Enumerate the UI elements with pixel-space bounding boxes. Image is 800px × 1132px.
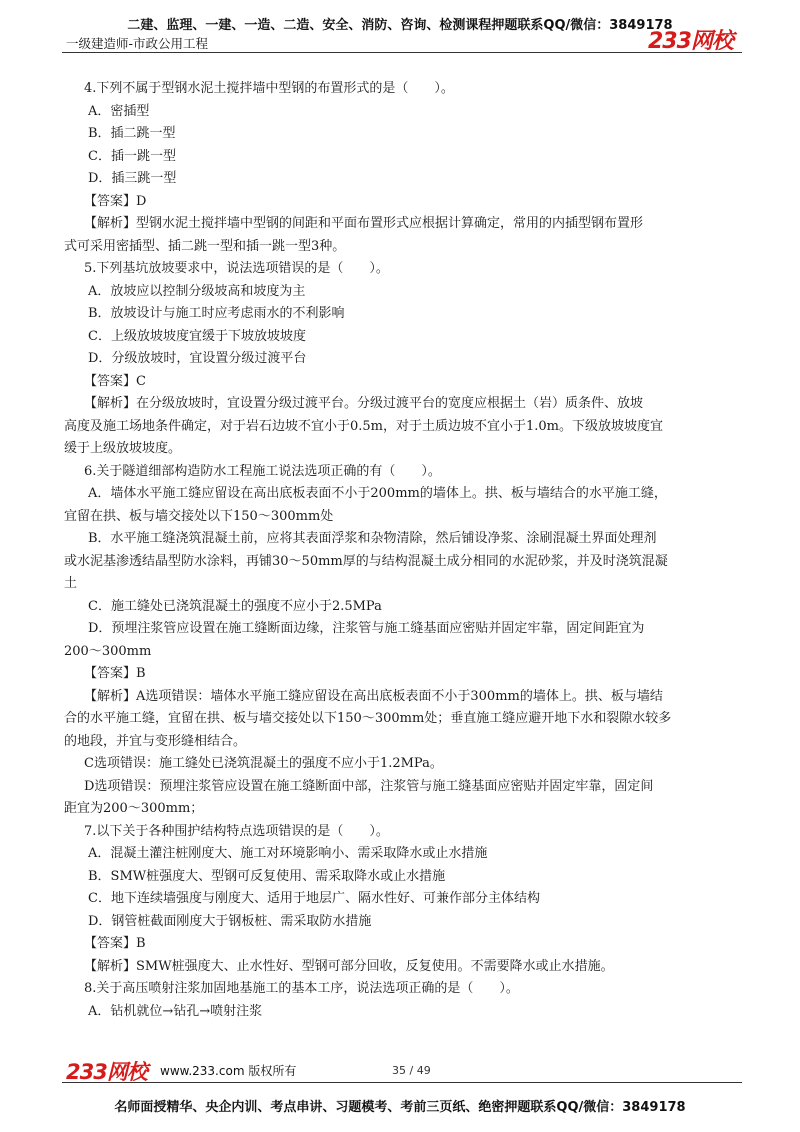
- option-line: A．钻机就位→钻孔→喷射注浆: [88, 1003, 263, 1019]
- copyright-text: www.233.com 版权所有: [160, 1064, 297, 1078]
- explanation-line: 式可采用密插型、插二跳一型和插一跳一型3种。: [64, 238, 346, 254]
- header-contact-banner: 二建、监理、一建、一造、二造、安全、消防、咨询、检测课程押题联系QQ/微信：3849178: [127, 18, 673, 33]
- explanation-line: 的地段，并宜与变形缝相结合。: [64, 733, 247, 749]
- option-line: C．上级放坡坡度宜缓于下坡放坡坡度: [88, 328, 306, 344]
- answer-line: 【答案】B: [84, 936, 146, 951]
- question-5-stem: 5.下列基坑放坡要求中，说法选项错误的是（ ）。: [84, 261, 389, 276]
- explanation-line: 缓于上级放坡坡度。: [64, 441, 182, 456]
- footer-divider: [62, 1082, 742, 1083]
- option-line: C．施工缝处已浇筑混凝土的强度不应小于2.5MPa: [88, 598, 382, 614]
- explanation-line: 距宜为200～300mm；: [64, 801, 204, 816]
- explanation-line: 合的水平施工缝，宜留在拱、板与墙交接处以下150～300mm处；垂直施工缝应避开地下水和裂隙水较多: [64, 711, 672, 726]
- option-line: A．密插型: [88, 103, 150, 119]
- explanation-line: 【解析】型钢水泥土搅拌墙中型钢的间距和平面布置形式应根据计算确定，常用的内插型钢布置形: [84, 216, 644, 231]
- option-line: C．地下连续墙强度与刚度大、适用于地层广、隔水性好、可兼作部分主体结构: [88, 891, 540, 906]
- option-line: B．SMW桩强度大、型钢可反复使用、需采取降水或止水措施: [88, 868, 446, 884]
- footer-contact-banner: 名师面授精华、央企内训、考点串讲、习题模考、考前三页纸、绝密押题联系QQ/微信：3849178: [114, 1100, 686, 1115]
- explanation-line: C选项错误：施工缝处已浇筑混凝土的强度不应小于1.2MPa。: [84, 756, 443, 771]
- option-line: C．插一跳一型: [88, 148, 176, 164]
- option-line: 或水泥基渗透结晶型防水涂料，再铺30～50mm厚的与结构混凝土成分相同的水泥砂浆，并及时浇筑混凝: [64, 553, 668, 569]
- explanation-line: 高度及施工场地条件确定，对于岩石边坡不宜小于0.5m，对于土质边坡不宜小于1.0m。下级放坡坡度宜: [64, 418, 664, 434]
- option-line: B．水平施工缝浇筑混凝土前，应将其表面浮浆和杂物清除，然后铺设净浆、涂刷混凝土界面处理剂: [88, 531, 657, 546]
- question-content: [64, 78, 734, 1023]
- question-7-stem: 7.以下关于各种围护结构特点选项错误的是（ ）。: [84, 823, 389, 839]
- option-line: 宜留在拱、板与墙交接处以下150～300mm处: [64, 508, 334, 524]
- page-number: 35 / 49: [392, 1064, 431, 1077]
- option-line: D．钢管桩截面刚度大于钢板桩、需采取防水措施: [88, 913, 372, 929]
- explanation-line: 【解析】A选项错误：墙体水平施工缝应留设在高出底板表面不小于300mm的墙体上。拱、板与墙结: [84, 688, 663, 704]
- answer-line: 【答案】C: [84, 373, 146, 389]
- question-4-stem: 4.下列不属于型钢水泥土搅拌墙中型钢的布置形式的是（ ）。: [84, 81, 454, 96]
- option-line: B．放坡设计与施工时应考虑雨水的不利影响: [88, 306, 345, 321]
- explanation-line: 【解析】在分级放坡时，宜设置分级过渡平台。分级过渡平台的宽度应根据土（岩）质条件、放坡: [84, 396, 644, 411]
- question-6-stem: 6.关于隧道细部构造防水工程施工说法选项正确的有（ ）。: [84, 463, 441, 479]
- brand-logo: 233网校: [648, 29, 733, 54]
- answer-line: 【答案】B: [84, 666, 146, 681]
- option-line: D．预埋注浆管应设置在施工缝断面边缘，注浆管与施工缝基面应密贴并固定牢靠，固定间距宜为: [88, 621, 645, 636]
- option-line: 200～300mm: [64, 643, 152, 659]
- option-line: A．放坡应以控制分级坡高和坡度为主: [88, 283, 306, 299]
- question-8-stem: 8.关于高压喷射注浆加固地基施工的基本工序，说法选项正确的是（ ）。: [84, 981, 519, 996]
- explanation-line: 【解析】SMW桩强度大、止水性好、型钢可部分回收，反复使用。不需要降水或止水措施。: [84, 958, 614, 974]
- option-line: A．墙体水平施工缝应留设在高出底板表面不小于200mm的墙体上。拱、板与墙结合的水平施工缝，: [88, 486, 667, 501]
- explanation-line: D选项错误：预埋注浆管应设置在施工缝断面中部，注浆管与施工缝基面应密贴并固定牢靠，固定间: [84, 778, 654, 794]
- option-line: D．插三跳一型: [88, 171, 177, 186]
- option-line: A．混凝土灌注桩刚度大、施工对环境影响小、需采取降水或止水措施: [88, 846, 488, 861]
- document-subject: 一级建造师-市政公用工程: [66, 36, 209, 51]
- header-divider: [62, 52, 742, 53]
- footer-brand-logo: 233网校: [66, 1060, 147, 1084]
- option-line: 土: [64, 576, 78, 591]
- answer-line: 【答案】D: [84, 193, 147, 209]
- option-line: D．分级放坡时，宜设置分级过渡平台: [88, 351, 307, 366]
- option-line: B．插二跳一型: [88, 126, 176, 141]
